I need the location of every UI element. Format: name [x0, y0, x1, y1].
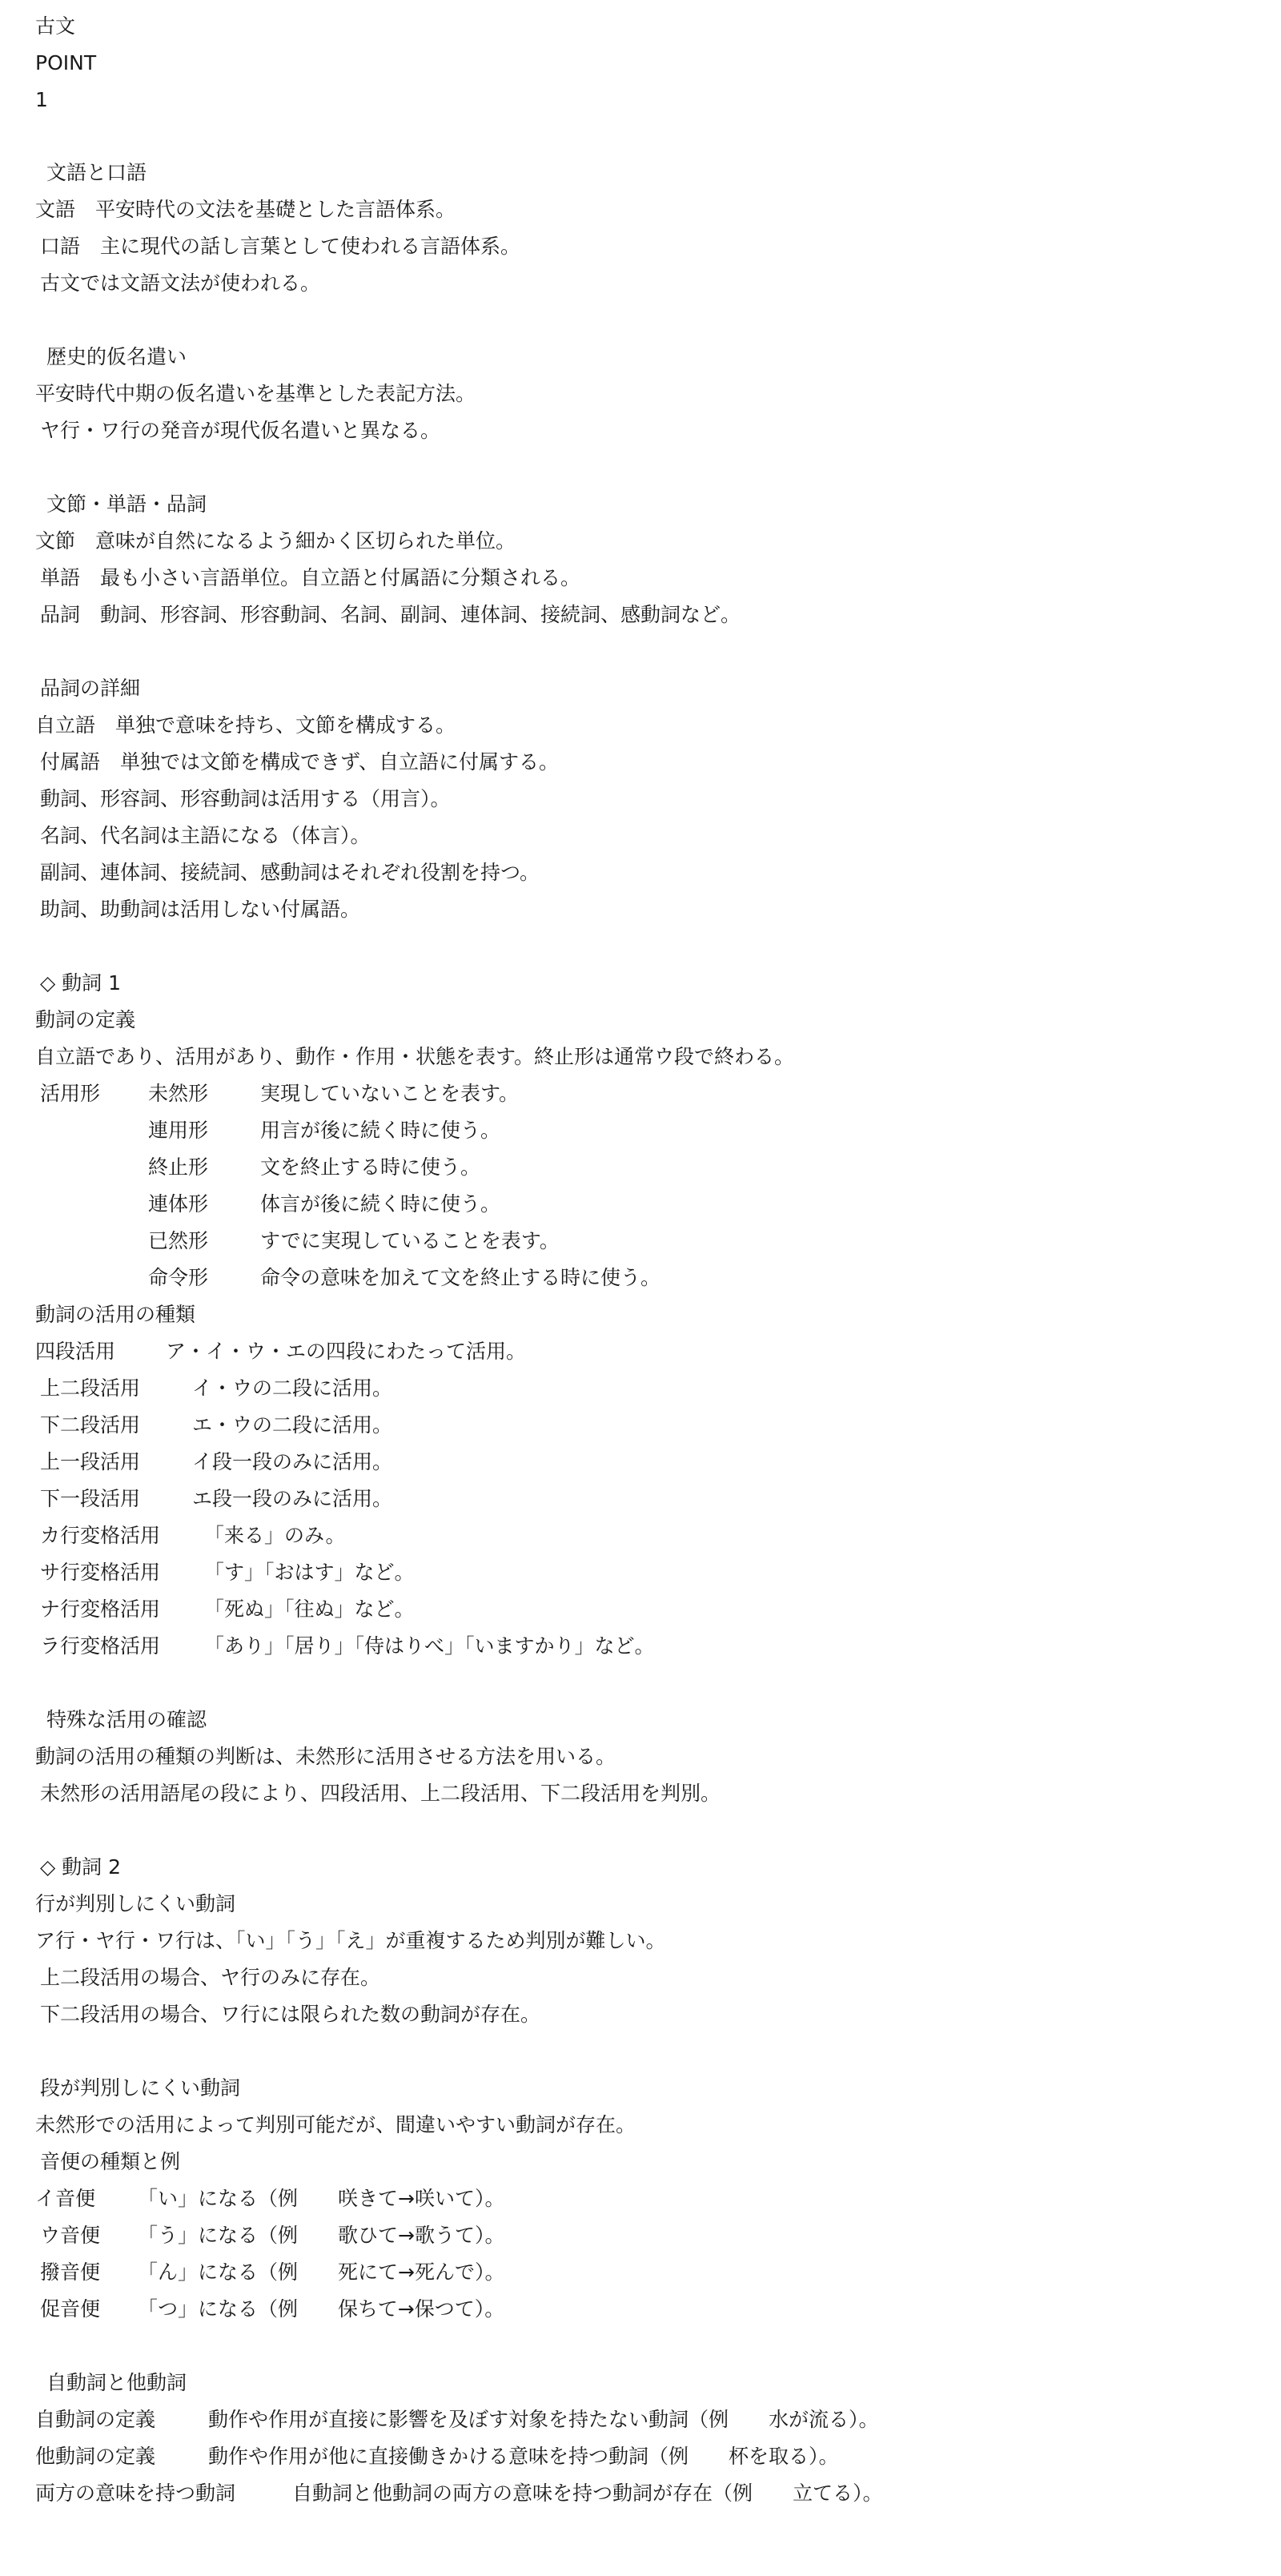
- text-line: 終止形: [148, 1155, 209, 1179]
- text-line: ア・イ・ウ・エの四段にわたって活用。: [166, 1340, 527, 1363]
- text-line: 未然形: [148, 1082, 209, 1105]
- text-line: 動作や作用が直接に影響を及ぼす対象を持たない動詞（例 水が流る）。: [208, 2408, 879, 2431]
- text-line: 自動詞の定義: [35, 2408, 156, 2431]
- text-line: 体言が後に続く時に使う。: [260, 1192, 501, 1216]
- text-line: 活用形: [40, 1082, 101, 1105]
- text-line: 「あり」「居り」「侍はりべ」「いますかり」など。: [204, 1634, 655, 1658]
- text-line: 1: [35, 88, 48, 111]
- text-line: 「死ぬ」「往ぬ」など。: [204, 1597, 415, 1621]
- text-line: すでに実現していることを表す。: [260, 1229, 560, 1252]
- text-line: 両方の意味を持つ動詞: [35, 2482, 236, 2505]
- text-line: エ段一段のみに活用。: [192, 1487, 393, 1510]
- text-line: 助詞、助動詞は活用しない付属語。: [40, 898, 361, 921]
- text-line: ウ音便: [40, 2224, 101, 2247]
- text-line: ヤ行・ワ行の発音が現代仮名遣いと異なる。: [40, 419, 441, 442]
- text-line: 動詞、形容詞、形容動詞は活用する（用言）。: [40, 787, 451, 810]
- text-line: カ行変格活用: [40, 1524, 161, 1547]
- text-line: 「来る」のみ。: [204, 1524, 346, 1547]
- text-line: ◇ 動詞 1: [40, 971, 122, 995]
- text-line: 歴史的仮名遣い: [40, 345, 187, 368]
- text-line: 文を終止する時に使う。: [260, 1155, 481, 1179]
- text-line: 上一段活用: [40, 1450, 141, 1473]
- text-line: 付属語 単独では文節を構成できず、自立語に付属する。: [40, 750, 560, 774]
- text-line: 古文では文語文法が使われる。: [40, 271, 321, 295]
- text-line: 動詞の活用の種類の判断は、未然形に活用させる方法を用いる。: [35, 1745, 616, 1768]
- text-line: 命令形: [148, 1266, 209, 1289]
- text-line: 実現していないことを表す。: [260, 1082, 520, 1105]
- text-line: 下二段活用: [40, 1413, 141, 1437]
- text-line: 他動詞の定義: [35, 2445, 156, 2468]
- text-line: 古文: [35, 14, 76, 38]
- text-line: 下一段活用: [40, 1487, 141, 1510]
- text-line: 文節・単語・品詞: [40, 492, 207, 516]
- text-line: 段が判別しにくい動詞: [40, 2076, 241, 2100]
- text-line: 平安時代中期の仮名遣いを基準とした表記方法。: [35, 382, 476, 405]
- text-line: 動作や作用が他に直接働きかける意味を持つ動詞（例 杯を取る）。: [208, 2445, 839, 2468]
- text-line: 動詞の定義: [35, 1008, 136, 1031]
- text-line: 自動詞と他動詞の両方の意味を持つ動詞が存在（例 立てる）。: [292, 2482, 883, 2505]
- text-line: 四段活用: [35, 1340, 116, 1363]
- text-line: 品詞 動詞、形容詞、形容動詞、名詞、副詞、連体詞、接続詞、感動詞など。: [40, 603, 741, 626]
- text-line: 口語 主に現代の話し言葉として使われる言語体系。: [40, 235, 521, 258]
- text-line: 特殊な活用の確認: [40, 1708, 207, 1731]
- text-line: 促音便: [40, 2297, 101, 2321]
- text-line: 動詞の活用の種類: [35, 1303, 196, 1326]
- text-line: 名詞、代名詞は主語になる（体言）。: [40, 824, 371, 847]
- text-line: 自動詞と他動詞: [40, 2371, 187, 2394]
- text-line: POINT: [35, 51, 97, 74]
- text-line: 未然形での活用によって判別可能だが、間違いやすい動詞が存在。: [35, 2113, 636, 2136]
- text-line: 「つ」になる（例 保ちて→保つて）。: [138, 2297, 505, 2321]
- text-line: ナ行変格活用: [40, 1597, 161, 1621]
- text-line: イ音便: [35, 2187, 96, 2210]
- text-line: 上二段活用の場合、ヤ行のみに存在。: [40, 1966, 381, 1989]
- text-line: 文語と口語: [40, 161, 147, 184]
- text-line: 上二段活用: [40, 1376, 141, 1400]
- text-line: 「い」になる（例 咲きて→咲いて）。: [138, 2187, 505, 2210]
- text-line: 副詞、連体詞、接続詞、感動詞はそれぞれ役割を持つ。: [40, 861, 540, 884]
- text-line: ◇ 動詞 2: [40, 1855, 122, 1879]
- text-line: 自立語 単独で意味を持ち、文節を構成する。: [35, 713, 456, 737]
- text-line: 単語 最も小さい言語単位。自立語と付属語に分類される。: [40, 566, 581, 589]
- text-line: 品詞の詳細: [40, 677, 141, 700]
- text-line: 行が判別しにくい動詞: [35, 1892, 236, 1915]
- text-line: イ・ウの二段に活用。: [192, 1376, 393, 1400]
- text-line: 用言が後に続く時に使う。: [260, 1119, 501, 1142]
- text-line: サ行変格活用: [40, 1561, 161, 1584]
- text-line: 文語 平安時代の文法を基礎とした言語体系。: [35, 198, 456, 221]
- text-line: 「す」「おはす」など。: [204, 1561, 415, 1584]
- text-line: 文節 意味が自然になるよう細かく区切られた単位。: [35, 529, 516, 553]
- text-line: 撥音便: [40, 2261, 101, 2284]
- text-line: 「う」になる（例 歌ひて→歌うて）。: [138, 2224, 505, 2247]
- text-line: ア行・ヤ行・ワ行は、「い」「う」「え」が重複するため判別が難しい。: [35, 1929, 666, 1952]
- text-line: 下二段活用の場合、ワ行には限られた数の動詞が存在。: [40, 2003, 541, 2026]
- text-line: 自立語であり、活用があり、動作・作用・状態を表す。終止形は通常ウ段で終わる。: [35, 1045, 795, 1068]
- text-line: 連体形: [148, 1192, 209, 1216]
- text-line: 「ん」になる（例 死にて→死んで）。: [138, 2261, 505, 2284]
- text-line: 未然形の活用語尾の段により、四段活用、上二段活用、下二段活用を判別。: [40, 1782, 721, 1805]
- text-line: 命令の意味を加えて文を終止する時に使う。: [260, 1266, 661, 1289]
- text-line: 音便の種類と例: [40, 2150, 181, 2173]
- text-line: ラ行変格活用: [40, 1634, 161, 1658]
- text-line: エ・ウの二段に活用。: [192, 1413, 393, 1437]
- text-line: イ段一段のみに活用。: [192, 1450, 393, 1473]
- text-line: 連用形: [148, 1119, 209, 1142]
- text-line: 已然形: [148, 1229, 209, 1252]
